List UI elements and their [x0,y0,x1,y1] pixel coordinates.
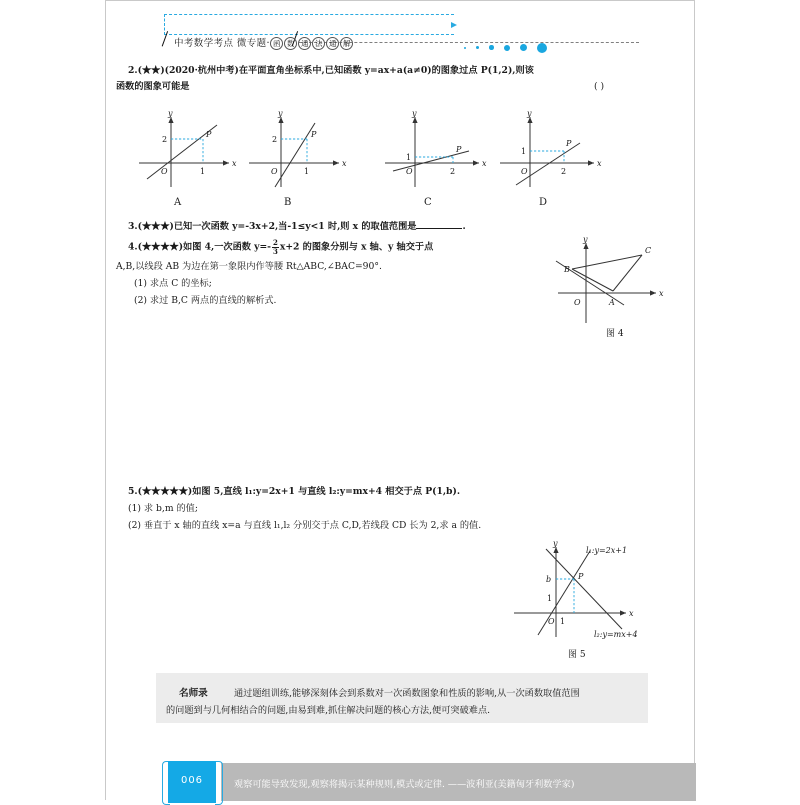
problem-4-frac-denominator: 3 [273,246,278,256]
footer-quote-text: 观察可能导致发现,观察将揭示某种规则,模式或定律. ——波利亚(美籍匈牙利数学家) [234,779,575,790]
header-dot-4 [504,45,510,51]
page-number-text: 006 [180,775,204,786]
svg-text:y: y [278,109,283,118]
svg-text:2: 2 [272,135,278,144]
svg-text:y: y [168,109,173,118]
svg-text:C: C [645,246,652,255]
svg-text:x: x [482,159,487,168]
svg-text:O: O [548,617,555,626]
figure-4-caption: 图 4 [606,329,624,339]
problem-4-text-a: 4.(★★★★)如图 4,一次函数 y=- [128,241,271,253]
header-title-circle-2: 通 [298,37,311,50]
book-page [105,0,695,800]
option-label-b: B [284,197,292,208]
header-title-circle-1: 数 [284,37,297,50]
teacher-note-title: 名师录 [179,688,208,699]
problem-2-line-1: 2.(★★)(2020·杭州中考)在平面直角坐标系中,已知函数 y=ax+a(a≠0)的图象过点 P(1,2),则该 [128,65,534,76]
svg-text:x: x [629,609,634,618]
svg-text:x: x [659,289,664,298]
page-footer [106,763,696,801]
figure-option-b [241,109,361,189]
header-title-plain: 中考数学考点 微专题· [174,38,270,49]
header-dashed-frame [164,14,454,35]
svg-text:1: 1 [560,617,566,626]
figure-5-diagram [494,537,674,647]
svg-text:1: 1 [521,147,527,156]
svg-text:P: P [311,130,317,139]
svg-text:1: 1 [406,153,412,162]
problem-2-line-2: 函数的图象可能是 [116,81,190,92]
figure-option-a [131,109,251,189]
header-dot-6 [537,43,547,53]
problem-4-line-2: A,B,以线段 AB 为边在第一象限内作等腰 Rt△ABC,∠BAC=90°. [116,261,382,272]
svg-text:b: b [546,575,552,584]
page-number-badge [162,761,222,803]
option-label-d: D [539,197,548,208]
header-arrow-icon [451,22,457,28]
header-title-circle-4: 通 [326,37,339,50]
svg-text:2: 2 [561,167,567,176]
header-dot-1 [464,47,466,49]
svg-text:P: P [578,572,584,581]
svg-text:y: y [583,235,588,244]
option-label-a: A [174,197,182,208]
svg-text:P: P [206,130,212,139]
page-number-block [168,761,216,803]
header-dot-sequence [459,37,547,51]
svg-text:y: y [412,109,417,118]
figure-option-d [496,109,616,189]
svg-text:O: O [406,167,413,176]
problem-4-frac-numerator: 2 [273,238,278,247]
problem-2-answer-paren: ( ) [594,81,605,92]
svg-text:x: x [342,159,347,168]
header-dot-5 [520,44,528,52]
page-header [106,11,696,55]
svg-text:2: 2 [162,135,168,144]
svg-text:x: x [232,159,237,168]
problem-3-text: 3.(★★★)已知一次函数 y=-3x+2,当-1≤y<1 时,则 x 的取值范围是 [128,221,417,232]
figure-5-line1-equation: l₁:y=2x+1 [586,546,628,555]
option-label-c: C [424,197,432,208]
problem-3-answer-blank[interactable] [416,228,462,229]
problem-3-line [128,219,466,234]
svg-text:O: O [521,167,528,176]
svg-text:O: O [161,167,168,176]
svg-text:1: 1 [304,167,310,176]
svg-text:P: P [566,139,572,148]
header-title-circle-0: 函 [270,37,283,50]
svg-text:1: 1 [547,594,553,603]
problem-4-sub-2: (2) 求过 B,C 两点的直线的解析式. [134,295,277,306]
figure-5-caption: 图 5 [568,650,586,660]
problem-4-fraction [272,239,279,255]
page-number-bracket-right-icon [215,761,223,805]
problem-3-period: . [462,221,466,232]
svg-text:A: A [609,298,615,307]
svg-text:O: O [271,167,278,176]
problem-4-sub-1: (1) 求点 C 的坐标; [134,278,212,289]
figure-5-line2-equation: l₂:y=mx+4 [594,630,638,639]
svg-text:O: O [574,298,581,307]
svg-text:2: 2 [450,167,456,176]
svg-text:B: B [564,265,570,274]
problem-5-line-1: 5.(★★★★★)如图 5,直线 l₁:y=2x+1 与直线 l₂:y=mx+4 相交于点 P(1,b). [128,486,461,497]
teacher-note-box [156,673,648,723]
header-title [174,35,354,50]
header-dot-3 [489,45,494,50]
problem-5-sub-2: (2) 垂直于 x 轴的直线 x=a 与直线 l₁,l₂ 分别交于点 C,D,若线段 CD 长为 2,求 a 的值. [128,520,482,531]
problem-4-line-1 [128,239,433,255]
header-title-circle-3: 法 [312,37,325,50]
svg-text:y: y [527,109,532,118]
teacher-note-line-2: 的问题到与几何相结合的问题,由易到难,抓住解决问题的核心方法,便可突破难点. [166,705,491,716]
teacher-note-line-1: 通过题组训练,能够深刻体会到系数对一次函数图象和性质的影响,从一次函数取值范围 [234,688,580,699]
problem-5-sub-1: (1) 求 b,m 的值; [128,503,198,514]
figure-option-c [381,109,501,189]
svg-text:y: y [553,539,558,548]
header-title-circle-5: 解 [340,37,353,50]
problem-4-text-b: x+2 的图象分别与 x 轴、y 轴交于点 [279,241,434,253]
figure-4-diagram [548,235,688,325]
svg-text:1: 1 [200,167,206,176]
header-dot-2 [476,46,479,49]
svg-text:P: P [456,145,462,154]
svg-text:x: x [597,159,602,168]
